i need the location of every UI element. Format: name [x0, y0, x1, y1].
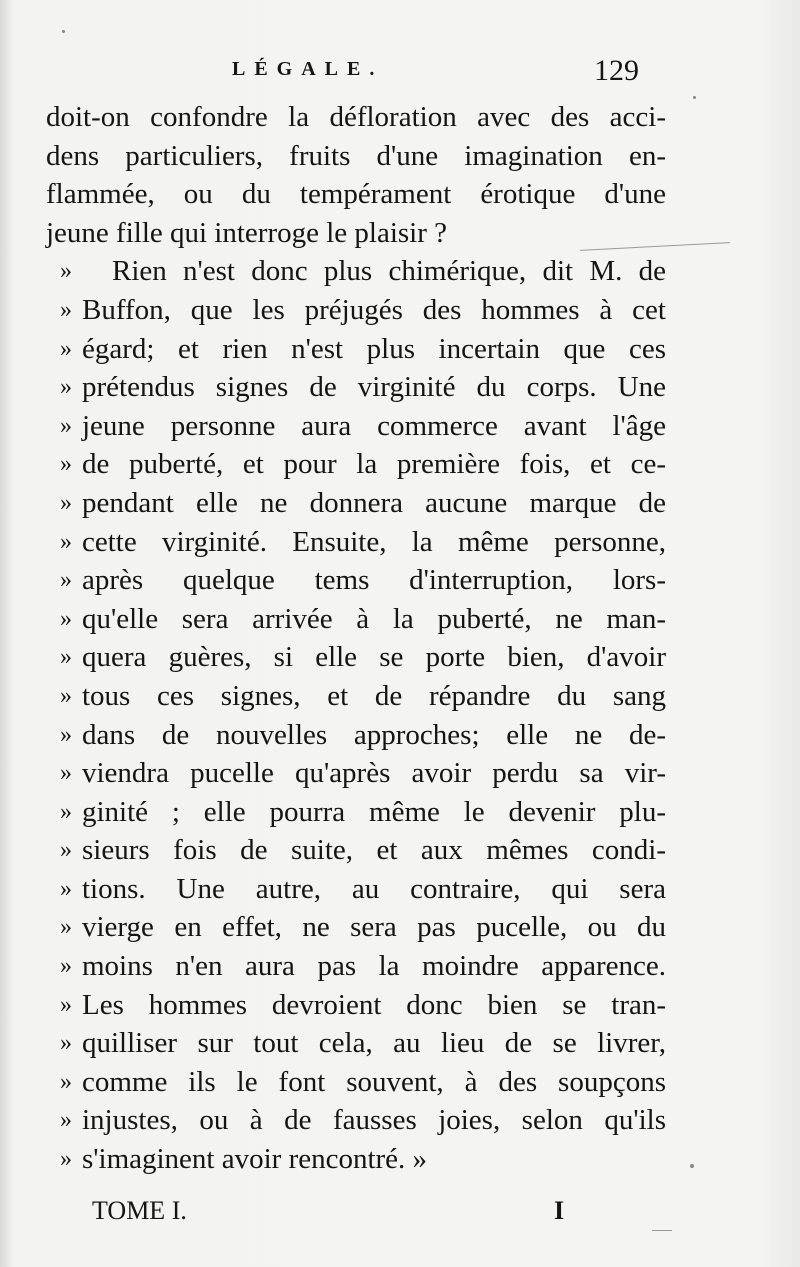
quote-mark: »	[60, 258, 72, 285]
quote-mark: »	[60, 1146, 72, 1173]
quote-mark: »	[60, 682, 72, 709]
line-text: sieurs fois de suite, et aux mêmes condi-	[82, 834, 666, 867]
quote-mark: »	[60, 412, 72, 439]
quote-mark: »	[60, 914, 72, 941]
quote-mark: »	[60, 374, 72, 401]
quote-mark: »	[60, 489, 72, 516]
quote-mark: »	[60, 953, 72, 980]
page-number: 129	[594, 54, 639, 87]
text-line	[46, 638, 666, 677]
line-text: ginité ; elle pourra même le devenir plu-	[82, 795, 666, 828]
quote-mark: »	[60, 798, 72, 825]
quote-mark: »	[60, 567, 72, 594]
quote-mark: »	[60, 1068, 72, 1095]
text-line	[46, 484, 666, 523]
text-line	[46, 137, 666, 176]
text-line	[46, 330, 666, 369]
quote-mark: »	[60, 1030, 72, 1057]
line-text: quera guères, si elle se porte bien, d'avoir	[82, 641, 666, 674]
text-line	[46, 716, 666, 755]
line-text: pendant elle ne donnera aucune marque de	[82, 486, 666, 519]
text-line	[46, 214, 666, 253]
text-line	[46, 1140, 666, 1179]
quote-mark: »	[60, 837, 72, 864]
line-text: Rien n'est donc plus chimérique, dit M. de	[112, 255, 666, 288]
text-line	[46, 407, 666, 446]
text-line	[46, 1024, 666, 1063]
quote-mark: »	[60, 875, 72, 902]
line-text: flammée, ou du tempérament érotique d'une	[46, 178, 666, 211]
line-text: tous ces signes, et de répandre du sang	[82, 679, 666, 712]
line-text: cette virginité. Ensuite, la même personne,	[82, 525, 666, 558]
text-line	[46, 368, 666, 407]
quote-mark: »	[60, 644, 72, 671]
line-text: moins n'en aura pas la moindre apparence.	[82, 950, 666, 983]
page-header	[0, 52, 800, 102]
line-text: de puberté, et pour la première fois, et ce-	[82, 448, 666, 481]
text-line	[46, 677, 666, 716]
text-line	[46, 870, 666, 909]
line-text: tions. Une autre, au contraire, qui sera	[82, 872, 666, 905]
quote-mark: »	[60, 991, 72, 1018]
text-line	[46, 831, 666, 870]
text-line	[46, 291, 666, 330]
line-text: jeune personne aura commerce avant l'âge	[82, 409, 666, 442]
line-text: qu'elle sera arrivée à la puberté, ne man-	[82, 602, 666, 635]
text-line	[46, 986, 666, 1025]
text-line	[46, 561, 666, 600]
line-text: vierge en effet, ne sera pas pucelle, ou du	[82, 911, 666, 944]
quote-mark: »	[60, 335, 72, 362]
line-text: après quelque tems d'interruption, lors-	[82, 564, 666, 597]
text-line	[46, 98, 666, 137]
running-head: LÉGALE.	[232, 58, 384, 80]
text-line	[46, 445, 666, 484]
line-text: s'imaginent avoir rencontré. »	[82, 1143, 428, 1176]
line-text: jeune fille qui interroge le plaisir ?	[46, 216, 448, 249]
line-text: quilliser sur tout cela, au lieu de se livrer,	[82, 1027, 666, 1060]
line-text: égard; et rien n'est plus incertain que ces	[82, 332, 666, 365]
page-footer	[92, 1196, 592, 1236]
quote-mark: »	[60, 451, 72, 478]
signature-letter: I	[554, 1196, 565, 1225]
scan-speck	[690, 1164, 694, 1168]
body-text	[46, 98, 666, 1179]
line-text: viendra pucelle qu'après avoir perdu sa vir-	[82, 757, 666, 790]
text-line	[46, 600, 666, 639]
quote-mark: »	[60, 296, 72, 323]
line-text: dens particuliers, fruits d'une imagination en-	[46, 139, 666, 172]
scan-speck	[62, 30, 65, 33]
quote-mark: »	[60, 1107, 72, 1134]
text-line	[46, 908, 666, 947]
text-line	[46, 754, 666, 793]
quote-mark: »	[60, 528, 72, 555]
line-text: injustes, ou à de fausses joies, selon qu'ils	[82, 1104, 666, 1137]
line-text: dans de nouvelles approches; elle ne de-	[82, 718, 666, 751]
text-line	[46, 947, 666, 986]
scan-speck	[693, 96, 696, 99]
text-line	[46, 252, 666, 291]
text-line	[46, 793, 666, 832]
line-text: comme ils le font souvent, à des soupçons	[82, 1065, 666, 1098]
text-line	[46, 1063, 666, 1102]
quote-mark: »	[60, 721, 72, 748]
line-text: Buffon, que les préjugés des hommes à cet	[82, 293, 666, 326]
line-text: Les hommes devroient donc bien se tran-	[82, 988, 666, 1021]
quote-mark: »	[60, 760, 72, 787]
quote-mark: »	[60, 605, 72, 632]
text-line	[46, 175, 666, 214]
text-line	[46, 523, 666, 562]
text-line	[46, 1101, 666, 1140]
line-text: doit-on confondre la défloration avec des acci-	[46, 101, 666, 133]
scan-artifact-line	[652, 1230, 672, 1231]
signature-volume: TOME I.	[92, 1196, 187, 1225]
line-text: prétendus signes de virginité du corps. Une	[82, 371, 666, 404]
